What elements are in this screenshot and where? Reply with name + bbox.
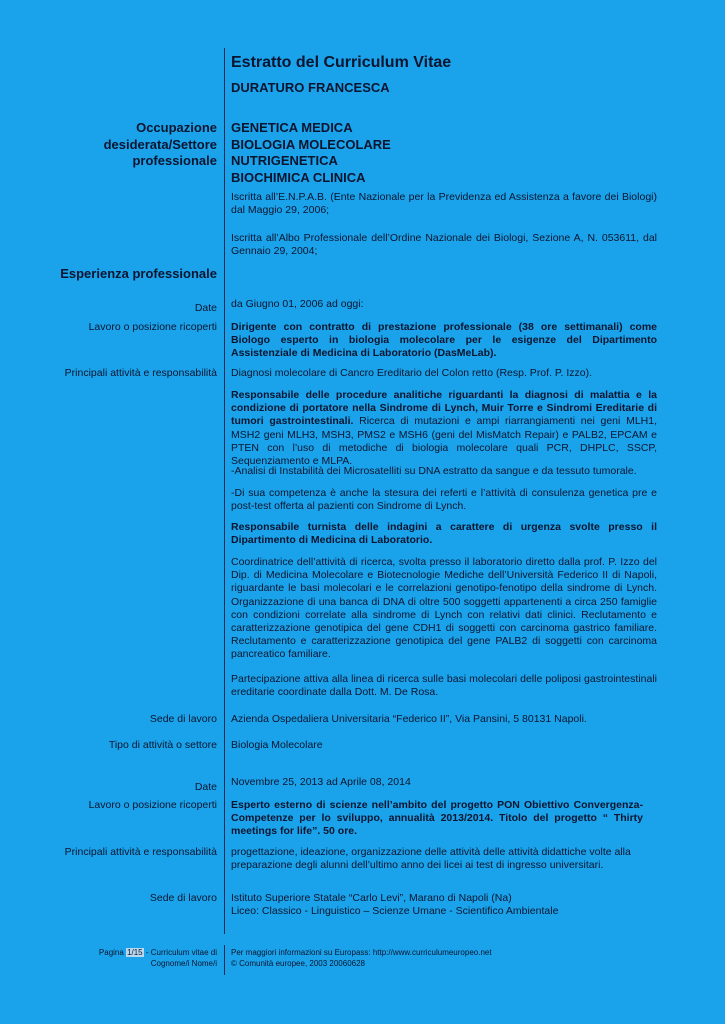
activities-label: Principali attività e responsabilità — [64, 367, 217, 379]
job-label: Lavoro o posizione ricoperti — [88, 321, 217, 333]
job1-sector: Biologia Molecolare — [231, 739, 323, 751]
job2-workplace: Istituto Superiore Statale “Carlo Levi”, Marano di Napoli (Na) Liceo: Classico - Linguistico – Scienze Umane - Scientifico Ambientale — [231, 892, 559, 918]
date-label: Date — [194, 302, 217, 314]
job1-activity-5: Responsabile turnista delle indagini a carattere di urgenza svolte presso il Dipartimento di Medicina di Laboratorio. — [231, 521, 657, 547]
albo-registration: Iscritta all’Albo Professionale dell’Ordine Nazionale dei Biologi, Sezione A, N. 053611, dal Gennaio 29, 2004; — [231, 232, 657, 258]
job2-position: Esperto esterno di scienze nell’ambito del progetto PON Obiettivo Convergenza-Competenze per lo sviluppo, annualità 2013/2014. Titolo del progetto “ Thirty meetings for life”. 50 ore. — [231, 799, 643, 838]
job1-position: Dirigente con contratto di prestazione professionale (38 ore settimanali) come Biologo esperto in biologia molecolare per le esigenze del Dipartimento Assistenziale di Medicina di Laboratorio (DasMeLab). — [231, 321, 657, 360]
occupation-values: GENETICA MEDICA BIOLOGIA MOLECOLARE NUTRIGENETICA BIOCHIMICA CLINICA — [231, 120, 391, 185]
date-label: Date — [194, 781, 217, 793]
job-label: Lavoro o posizione ricoperti — [88, 799, 217, 811]
person-name: DURATURO FRANCESCA — [231, 80, 390, 95]
document-title: Estratto del Curriculum Vitae — [231, 54, 452, 71]
job1-activity-6: Coordinatrice dell’attività di ricerca, svolta presso il laboratorio diretto dalla prof. P. Izzo del Dip. di Medicina Molecolare e Biotecnologie Mediche dell’Università Federico II di Napoli, riguardante le basi molecolari e le correlazioni genotipo-fenotipo della sindrome di Lynch. Organizzazione di una banca di DNA di oltre 500 soggetti appartenenti a circa 250 famiglie con condizioni correlate alla sindrome di Lynch con relativi dati clinici. Reclutamento e caratterizzazione genotipica del gene CDH1 di soggetti con carcinoma gastrico familiare. Reclutamento e caratterizzazione genotipica del gene PALB2 di soggetti con carcinoma pancreatico familiare. — [231, 556, 657, 661]
sector-label: Tipo di attività o settore — [108, 739, 217, 751]
footer-divider — [224, 945, 225, 975]
job1-activity-4: -Di sua competenza è anche la stesura dei referti e l’attività di consulenza genetica pre e post-test offerta al pazienti con Sindrome di Lynch. — [231, 487, 657, 513]
section-title-experience: Esperienza professionale — [60, 266, 217, 281]
job1-activity-3: -Analisi di Instabilità dei Microsatelliti su DNA estratto da sangue e da tessuto tumorale. — [231, 465, 637, 477]
job1-date: da Giugno 01, 2006 ad oggi: — [231, 298, 364, 310]
workplace-label: Sede di lavoro — [149, 892, 217, 904]
job1-activity-2: Responsabile delle procedure analitiche riguardanti la diagnosi di malattia e la condizione di portatore nella Sindrome di Lynch, Muir Torre e Sindromi Ereditarie di tumori gastrointestinali. Ricerca di mutazioni e ampi riarrangiamenti nei geni MLH1, MSH2 geni MLH3, MSH3, PMS2 e MSH6 (geni del MisMatch Repair) e PALB2, EPCAM e PTEN con l’uso di metodiche di biologia molecolare quali PCR, DHPLC, SSCP, Sequenziamento e MLPA. — [231, 389, 657, 468]
job2-date: Novembre 25, 2013 ad Aprile 08, 2014 — [231, 776, 411, 788]
page-number: 1/15 — [127, 948, 143, 957]
footer-page-info: Pagina 1/15 - Curriculum vitae di Cognome/i Nome/i — [98, 948, 217, 968]
workplace-label: Sede di lavoro — [149, 713, 217, 725]
footer-europass-info: Per maggiori informazioni su Europass: http://www.curriculumeuropeo.net © Comunità europee, 2003 20060628 — [231, 948, 492, 968]
column-divider — [224, 48, 225, 934]
job1-activity-1: Diagnosi molecolare di Cancro Ereditario del Colon retto (Resp. Prof. P. Izzo). — [231, 367, 593, 379]
job1-workplace: Azienda Ospedaliera Universitaria “Federico II”, Via Pansini, 5 80131 Napoli. — [231, 713, 587, 725]
occupation-label: Occupazione desiderata/Settore professionale — [103, 120, 217, 168]
enpab-registration: Iscritta all’E.N.P.A.B. (Ente Nazionale per la Previdenza ed Assistenza a favore dei Biologi) dal Maggio 29, 2006; — [231, 191, 657, 217]
job1-activity-7: Partecipazione attiva alla linea di ricerca sulle basi molecolari delle poliposi gastrointestinali ereditarie coordinate dalla Dott. M. De Rosa. — [231, 673, 657, 699]
job2-activities: progettazione, ideazione, organizzazione delle attività delle attività didattiche volte alla preparazione degli alunni dell’ultimo anno dei licei ai test di ingresso universitari. — [231, 846, 631, 872]
activities-label: Principali attività e responsabilità — [64, 846, 217, 858]
